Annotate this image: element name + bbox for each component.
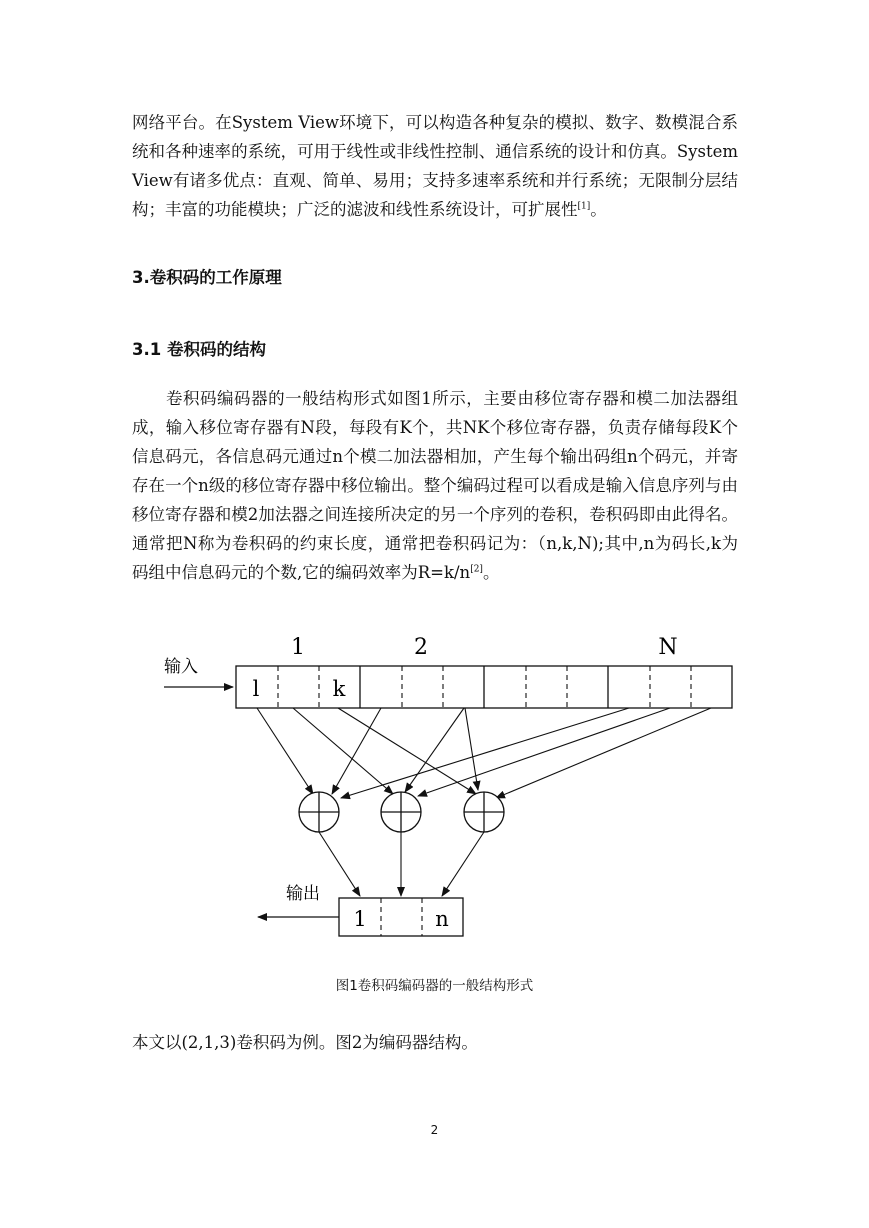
register-cell-k: k bbox=[332, 677, 346, 701]
encoder-diagram bbox=[120, 620, 760, 950]
input-shift-register bbox=[236, 666, 732, 708]
structure-citation: [2] bbox=[470, 564, 483, 575]
subsection-heading: 3.1 卷积码的结构 bbox=[132, 340, 266, 359]
output-cell-first: 1 bbox=[353, 907, 367, 931]
mod2-adder-1 bbox=[299, 792, 339, 832]
output-cell-dividers bbox=[381, 898, 422, 936]
example-paragraph: 本文以(2,1,3)卷积码为例。图2为编码器结构。 bbox=[132, 1033, 478, 1052]
output-label: 输出 bbox=[286, 884, 320, 904]
connection-arrows bbox=[257, 708, 711, 798]
structure-text: 卷积码编码器的一般结构形式如图1所示，主要由移位寄存器和模二加法器组成，输入移位寄存器有N段，每段有K个，共NK个移位寄存器，负责存储每段K个信息码元，各信息码元通过n个模二加法器相加，产生每个输出码组n个码元，并寄存在一个n级的移位寄存器中移位输出。整个编码过程可以看成是输入信息序列与由移位寄存器和模2加法器之间连接所决定的另一个序列的卷积，卷积码即由此得名。通常把N称为卷积码的约束长度，通常把卷积码记为：（n,k,N);其中,n为码长,k为码组中信息码元的个数,它的编码效率为R=k/n bbox=[132, 389, 738, 582]
structure-end: 。 bbox=[482, 563, 500, 582]
figure-caption: 图1卷积码编码器的一般结构形式 bbox=[335, 978, 534, 994]
segment-label-2: 2 bbox=[414, 635, 428, 660]
page-number: 2 bbox=[430, 1123, 439, 1137]
mod2-adder-2 bbox=[381, 792, 421, 832]
register-cell-first: l bbox=[252, 677, 260, 701]
structure-paragraph bbox=[132, 384, 738, 587]
input-label: 输入 bbox=[164, 657, 198, 677]
output-cell-last: n bbox=[435, 907, 449, 931]
intro-paragraph bbox=[132, 108, 738, 224]
output-arrows bbox=[319, 832, 484, 896]
segment-label-1: 1 bbox=[291, 635, 305, 660]
segment-label-n: N bbox=[658, 635, 678, 660]
mod2-adder-3 bbox=[464, 792, 504, 832]
intro-text: 网络平台。在System View环境下，可以构造各种复杂的模拟、数字、数模混合系统和各种速率的系统，可用于线性或非线性控制、通信系统的设计和仿真。System View有诸多优点：直观、简单、易用；支持多速率系统和并行系统；无限制分层结构；丰富的功能模块；广泛的滤波和线性系统设计，可扩展性 bbox=[132, 113, 738, 219]
intro-citation: [1] bbox=[577, 201, 591, 212]
section-heading: 3.卷积码的工作原理 bbox=[132, 268, 282, 287]
intro-end: 。 bbox=[590, 200, 607, 219]
